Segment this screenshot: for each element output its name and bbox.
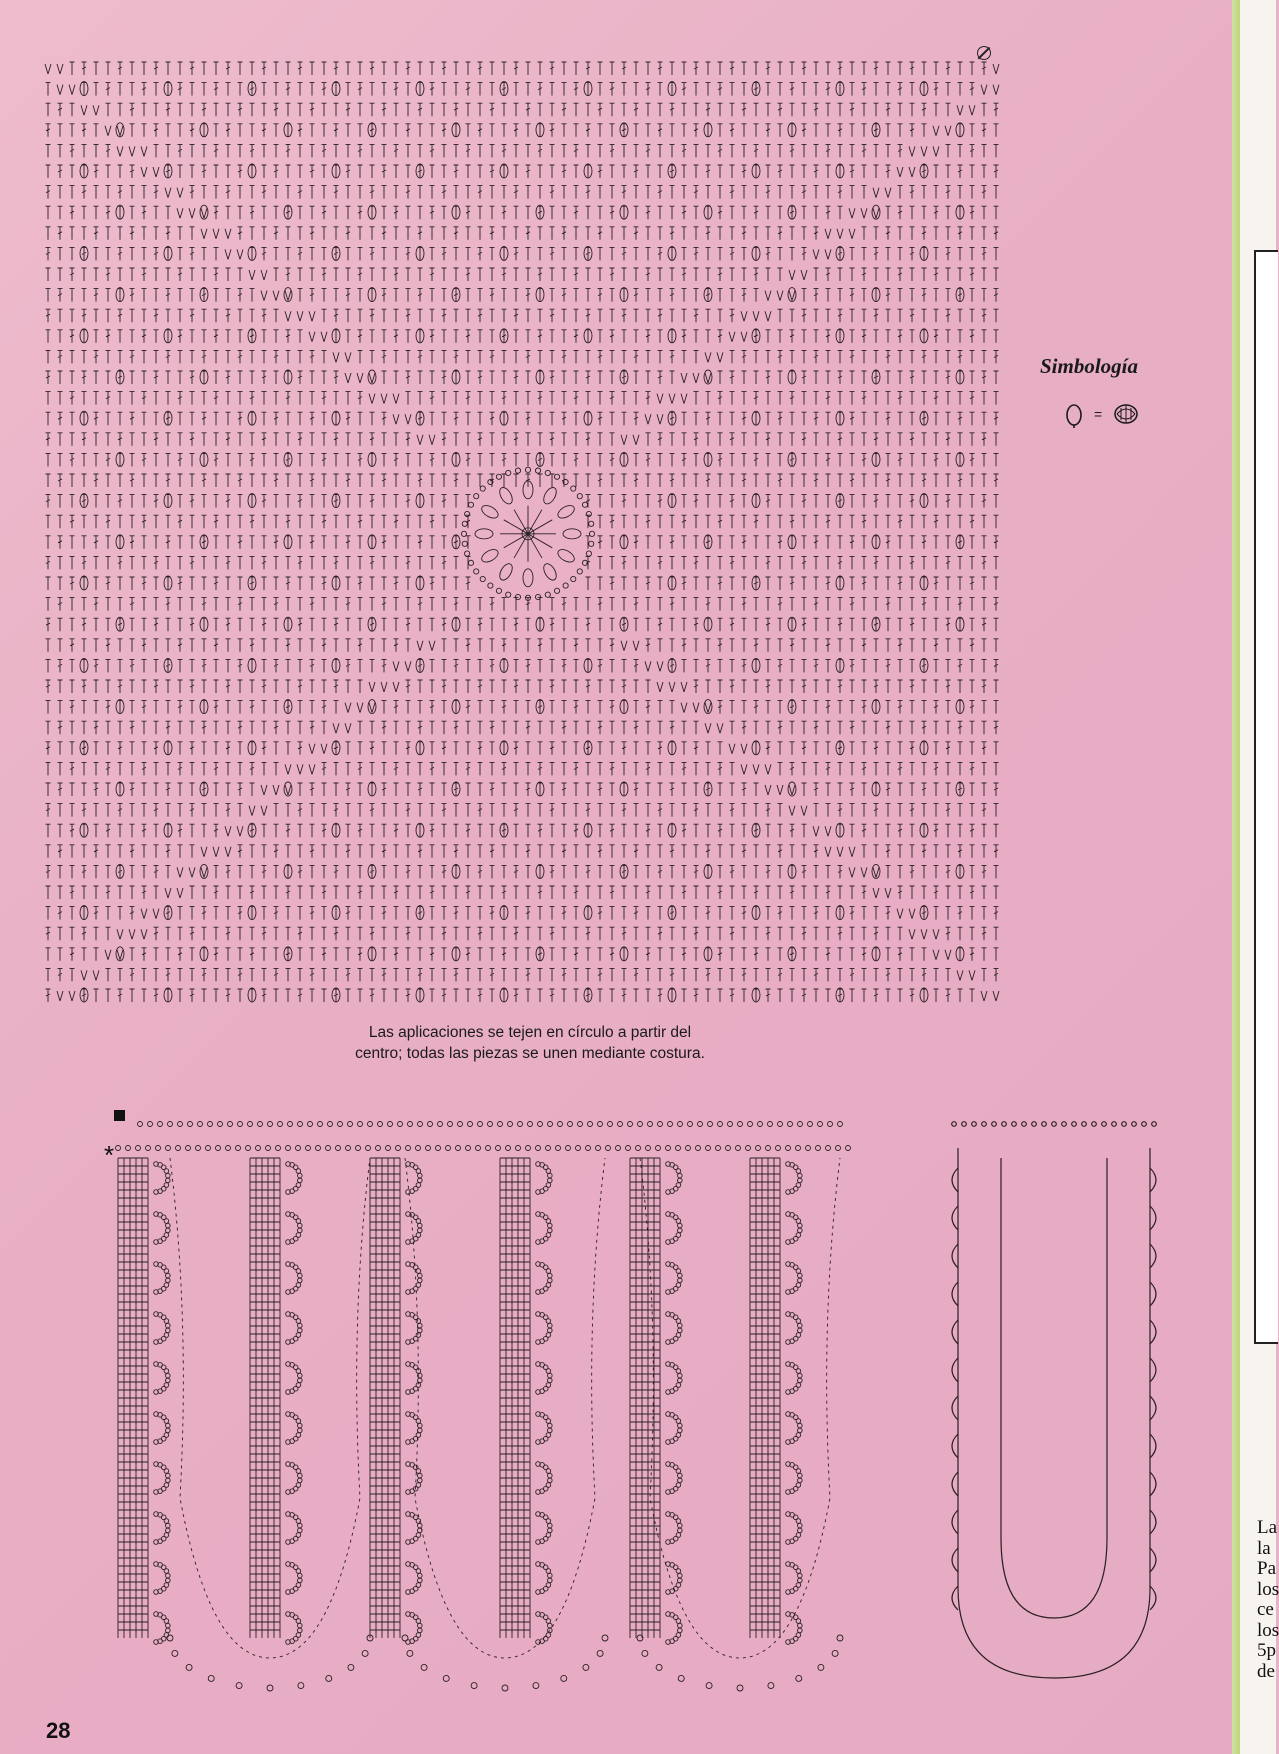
lace-strip-chart — [110, 1118, 870, 1708]
legend-row — [1064, 398, 1154, 430]
next-page-line: los — [1257, 1578, 1279, 1600]
bobble-stitch-icon — [1112, 400, 1140, 428]
next-page-text — [1257, 1517, 1279, 1682]
loop-left — [952, 1206, 958, 1230]
legend-equals: = — [1094, 406, 1103, 422]
next-page-line: 5p — [1257, 1640, 1276, 1661]
scallop-outline — [640, 1158, 840, 1658]
repeat-star-marker: * — [104, 1140, 115, 1170]
loop-left — [952, 1586, 958, 1610]
loop-left — [952, 1244, 958, 1268]
pillar-column — [118, 1158, 170, 1644]
next-page-line: La — [1257, 1517, 1278, 1538]
loop-right — [1150, 1548, 1156, 1572]
pillar-column — [500, 1158, 552, 1644]
loop-right — [1150, 1586, 1156, 1610]
page-number: 28 — [46, 1718, 71, 1743]
next-page-box — [1254, 250, 1278, 1344]
loop-left — [952, 1282, 958, 1306]
loop-right — [1150, 1434, 1156, 1458]
legend-title: Simbología — [1040, 354, 1139, 378]
pillar-column — [630, 1158, 682, 1644]
caption-line-1: Las aplicaciones se tejen en círculo a partir del — [368, 1024, 692, 1041]
next-page-line: Pa — [1257, 1558, 1276, 1579]
scallop-outline — [405, 1158, 605, 1658]
loop-right — [1150, 1282, 1156, 1306]
chart-caption — [310, 1022, 750, 1064]
outer-path — [958, 1148, 1150, 1678]
caption-line-2: centro; todas las piezas se unen mediante costura. — [355, 1045, 705, 1062]
assembly-lines — [952, 1122, 1157, 1678]
stitch-grid — [45, 62, 999, 1002]
loop-right — [1150, 1358, 1156, 1382]
loop-left — [952, 1548, 958, 1572]
pillar-column — [370, 1158, 422, 1644]
center-rosette — [461, 467, 594, 600]
pillar-column — [750, 1158, 802, 1644]
next-page-line: la — [1257, 1537, 1271, 1559]
next-page-line: de — [1257, 1660, 1275, 1682]
loop-right — [1150, 1206, 1156, 1230]
foundation-chain — [116, 1122, 851, 1151]
scallop-outline — [170, 1158, 370, 1658]
loop-right — [1150, 1320, 1156, 1344]
loop-left — [952, 1396, 958, 1420]
puff-stitches — [80, 82, 964, 1002]
loop-left — [952, 1472, 958, 1496]
square-motif-chart — [44, 54, 1004, 1014]
pillar-column — [250, 1158, 302, 1644]
loop-right — [1150, 1396, 1156, 1420]
loop-left — [952, 1358, 958, 1382]
scallop-fan — [167, 1635, 373, 1691]
loop-left — [952, 1168, 958, 1192]
scallop-fan — [637, 1635, 843, 1691]
loop-left — [952, 1510, 958, 1534]
loop-left — [952, 1434, 958, 1458]
loop-right — [1150, 1244, 1156, 1268]
next-page-line: ce — [1257, 1599, 1274, 1620]
loop-right — [1150, 1168, 1156, 1192]
strip-stitches — [116, 1122, 851, 1692]
loop-left — [952, 1320, 958, 1344]
scallop-fan — [402, 1635, 608, 1691]
loop-right — [1150, 1472, 1156, 1496]
next-page-line: los — [1257, 1619, 1279, 1641]
start-circle-icon — [977, 46, 991, 60]
loop-right — [1150, 1510, 1156, 1534]
assembly-diagram-chart — [946, 1118, 1162, 1708]
puff-stitch-icon — [1064, 400, 1084, 428]
inner-path — [1001, 1158, 1107, 1618]
